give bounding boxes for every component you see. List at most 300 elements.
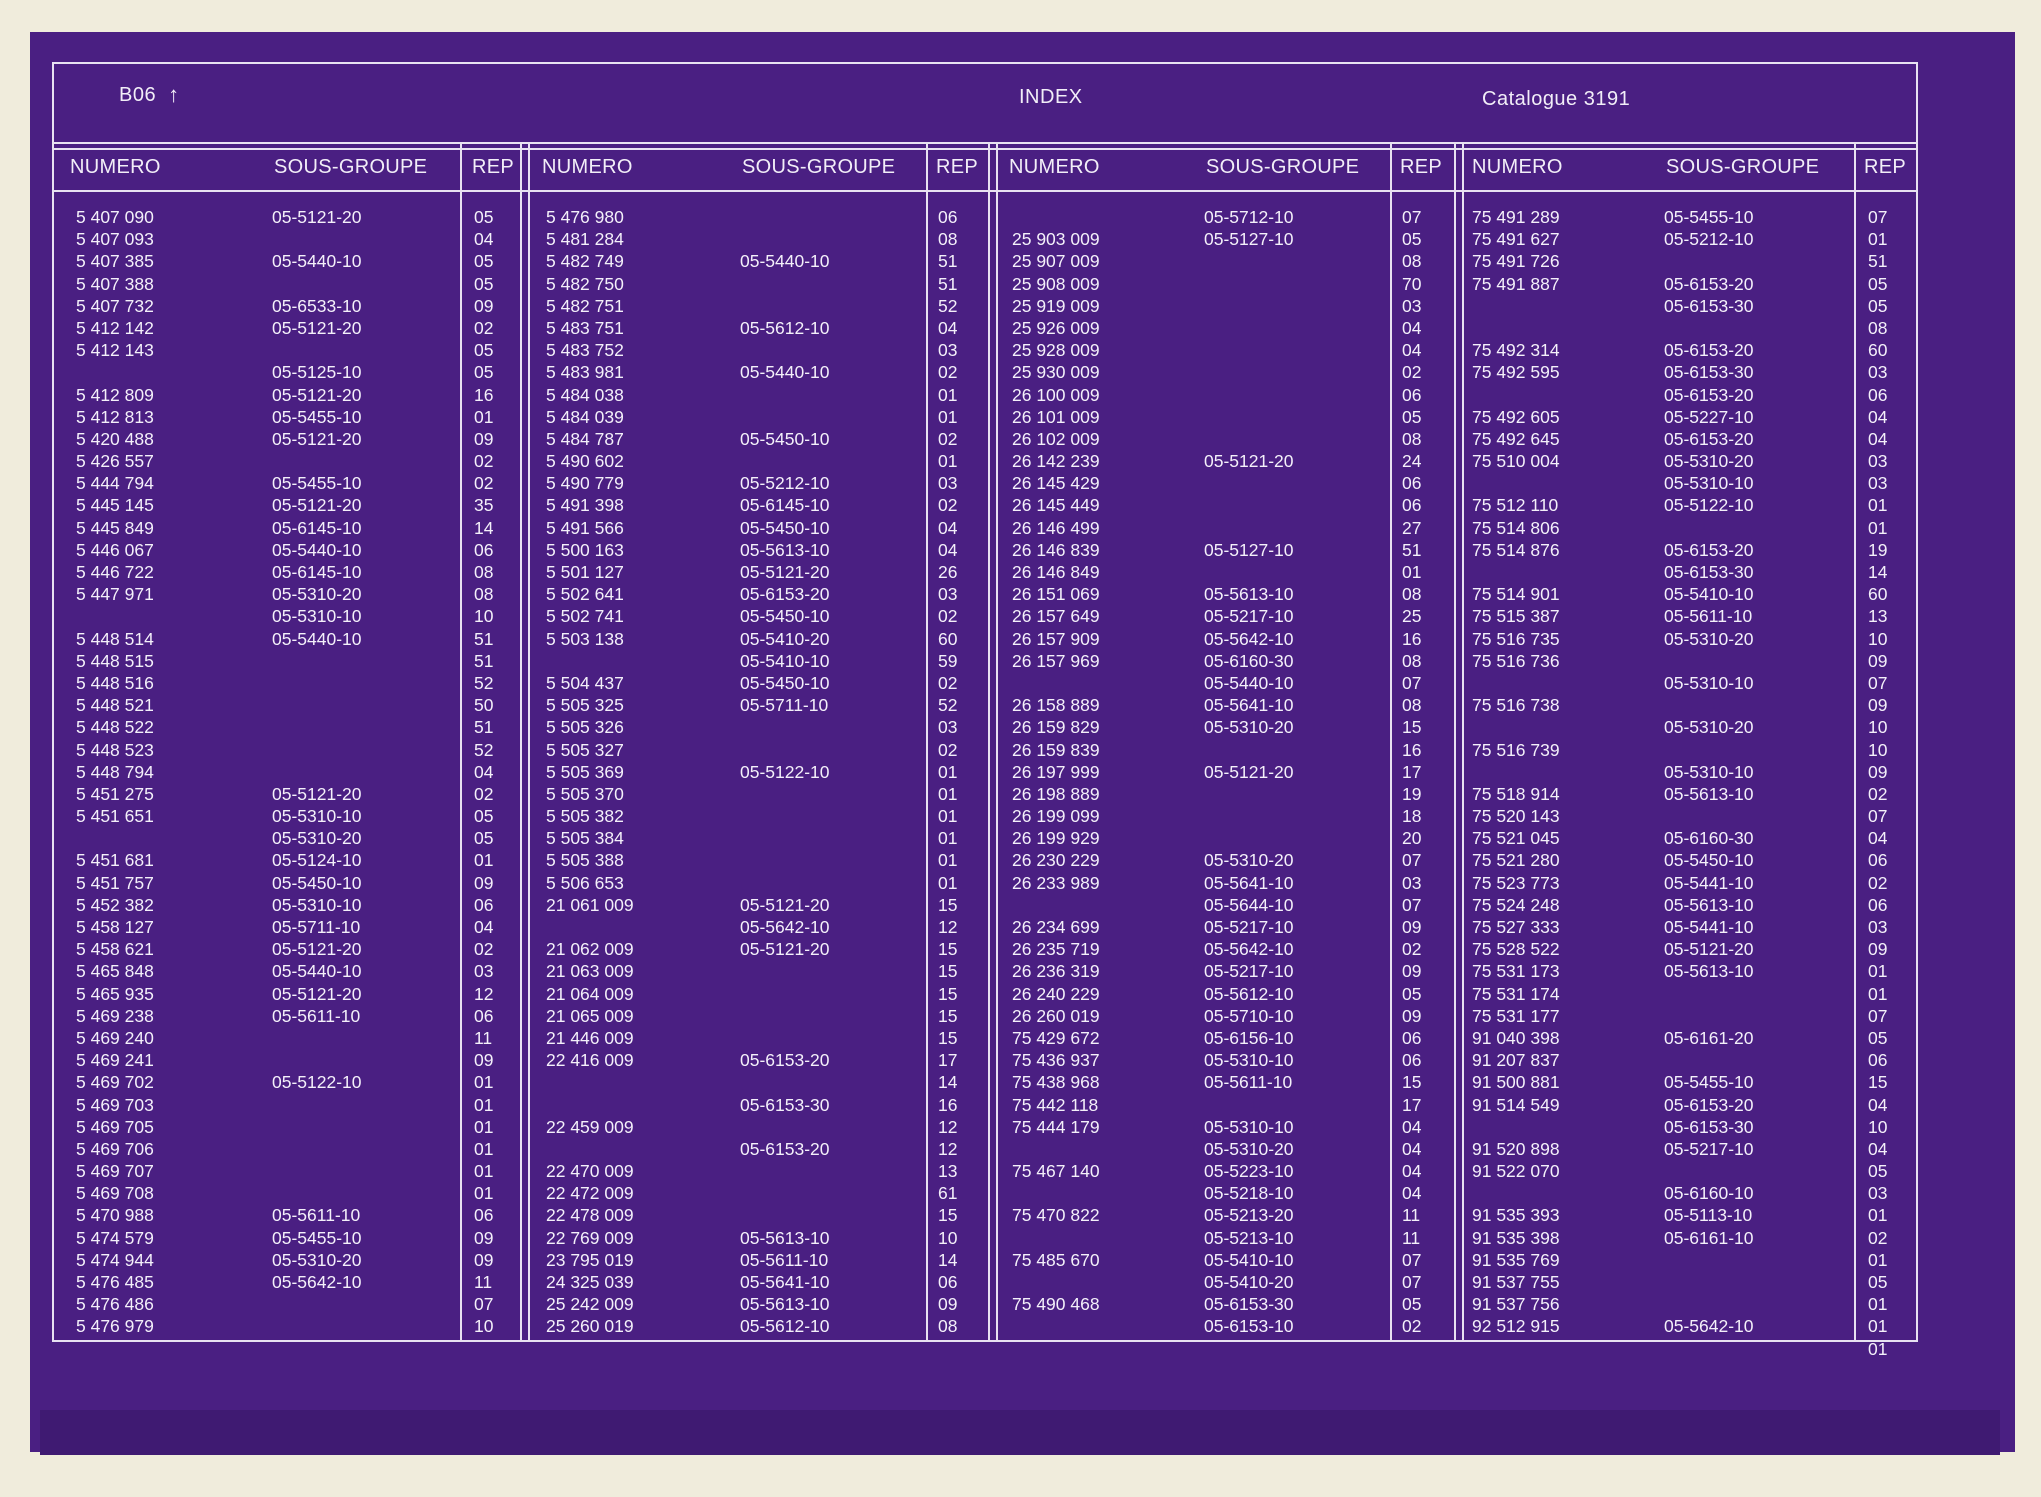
index-cell: 5 451 651 [76,806,154,827]
index-cell: 05 [1402,229,1422,250]
index-cell: 07 [1868,207,1888,227]
index-cell: 60 [938,628,958,649]
index-cell: 14 [474,517,494,538]
index-cell: 05 [474,251,494,272]
index-cell: 05-5121-20 [1664,939,1754,960]
index-cell: 04 [938,317,958,338]
index-cell: 05-5613-10 [740,539,830,560]
index-cell: 05-5641-10 [740,1272,830,1292]
index-cell: 25 242 009 [546,1294,634,1315]
index-cell: 5 470 988 [76,1205,154,1226]
index-cell [740,716,830,738]
index-cell: 75 444 179 [1012,1116,1100,1137]
sheet-lower-edge [40,1410,2000,1455]
index-cell: 5 505 327 [546,739,624,760]
index-cell [1204,339,1294,361]
index-cell: 01 [1868,1316,1888,1337]
index-cell: 05-6153-20 [1664,428,1754,449]
index-cell: 5 484 039 [546,406,624,427]
page-title: INDEX [1019,86,1083,108]
sous-groupe-column-3 [1204,206,1294,1338]
index-cell [272,1160,362,1182]
index-cell: 05-5410-20 [740,628,830,649]
index-cell: 05-5310-10 [272,806,362,827]
index-cell: 5 407 388 [76,273,154,294]
index-cell: 19 [1868,539,1888,560]
index-cell: 05 [1402,983,1422,1004]
index-cell [546,1138,634,1160]
index-cell: 05-5710-10 [1204,1005,1294,1026]
index-cell: 5 505 369 [546,761,624,782]
index-cell: 03 [938,340,958,361]
index-cell: 09 [1868,939,1888,960]
index-cell: 01 [938,406,958,427]
index-cell: 18 [1402,806,1422,827]
index-cell: 5 474 579 [76,1227,154,1248]
index-cell: 02 [1868,783,1888,804]
index-cell: 75 470 822 [1012,1205,1100,1226]
index-cell: 05-6153-20 [740,1050,830,1071]
index-cell: 5 465 848 [76,961,154,982]
index-cell: 01 [474,406,494,427]
index-cell: 25 [1402,606,1422,627]
index-cell: 01 [474,1116,494,1137]
index-cell: 24 325 039 [546,1272,634,1292]
index-cell [1664,1005,1754,1027]
index-cell [740,783,830,805]
index-cell [1204,561,1294,583]
index-cell: 11 [474,1272,493,1292]
index-cell [1204,317,1294,339]
index-cell: 09 [1402,917,1422,937]
index-cell: 5 484 038 [546,384,624,405]
index-cell: 5 505 325 [546,695,624,716]
index-cell [272,339,362,361]
index-cell: 05-5642-10 [1204,939,1294,960]
index-cell: 51 [1868,251,1888,272]
index-cell: 5 469 708 [76,1183,154,1204]
index-cell: 01 [1868,517,1888,538]
index-cell: 05-5310-20 [1664,628,1754,649]
index-cell: 26 146 499 [1012,517,1100,538]
index-cell: 01 [474,1183,494,1204]
index-cell: 26 146 839 [1012,539,1100,560]
index-cell: 22 470 009 [546,1161,634,1182]
index-cell: 05-5450-10 [1664,850,1754,871]
index-cell: 25 930 009 [1012,362,1100,383]
index-cell: 03 [1402,295,1422,316]
index-cell [1204,361,1294,383]
index-cell: 02 [938,672,958,693]
index-cell: 01 [1868,1205,1888,1226]
index-cell: 5 458 621 [76,939,154,960]
index-cell: 75 514 806 [1472,517,1560,538]
index-cell: 5 500 163 [546,539,624,560]
index-cell: 05-6160-30 [1204,650,1294,671]
index-cell: 05-5217-10 [1204,606,1294,627]
index-cell: 09 [474,1227,494,1248]
index-cell: 01 [938,872,958,893]
index-cell: 52 [474,672,494,693]
index-cell: 75 491 627 [1472,229,1560,250]
index-cell: 05-6161-20 [1664,1027,1754,1048]
index-cell: 09 [474,872,494,893]
index-cell: 01 [1868,1338,1888,1359]
index-cell: 05-5440-10 [272,539,362,560]
index-cell: 26 159 829 [1012,717,1100,738]
index-cell: 26 230 229 [1012,850,1100,871]
index-cell: 21 063 009 [546,961,634,982]
index-cell: 05-5642-10 [740,917,830,937]
index-cell [1664,1293,1754,1315]
index-cell [1664,739,1754,761]
index-cell [740,1116,830,1138]
index-cell: 5 504 437 [546,672,624,693]
index-cell: 26 102 009 [1012,428,1100,449]
index-cell: 07 [1402,894,1422,915]
index-cell [1472,384,1560,406]
index-cell: 01 [1868,229,1888,250]
index-cell [1204,295,1294,317]
index-cell: 05-5121-20 [1204,761,1294,782]
index-cell: 05-5310-20 [1664,451,1754,472]
up-arrow-icon: ↑ [168,82,180,107]
index-cell: 10 [1868,628,1888,649]
index-cell: 91 535 769 [1472,1249,1560,1270]
header-numero-1: NUMERO [70,156,161,178]
index-cell: 05-5125-10 [272,362,362,383]
index-cell: 5 448 516 [76,672,154,693]
index-cell: 05-5410-20 [1204,1272,1294,1292]
index-cell: 75 467 140 [1012,1161,1100,1182]
index-cell [1012,1315,1100,1337]
index-cell: 07 [1868,1005,1888,1026]
index-cell: 05 [1868,1027,1888,1048]
index-cell: 16 [1402,739,1422,760]
index-cell: 5 448 515 [76,650,154,671]
index-cell: 15 [938,983,958,1004]
index-cell: 05-5310-20 [1204,717,1294,738]
index-cell: 05-5440-10 [740,251,830,272]
index-cell: 15 [938,961,958,982]
index-cell: 15 [938,894,958,915]
index-cell: 5 426 557 [76,451,154,472]
index-cell: 04 [1402,1116,1422,1137]
index-cell: 03 [938,584,958,605]
index-cell: 17 [938,1050,958,1071]
index-cell: 05-6153-20 [1664,539,1754,560]
header-rule [54,142,1916,144]
index-cell: 05-6145-10 [272,517,362,538]
index-cell: 26 234 699 [1012,917,1100,937]
index-cell: 5 451 757 [76,872,154,893]
index-cell: 5 505 384 [546,828,624,849]
index-cell: 51 [938,273,958,294]
index-cell: 51 [474,650,494,671]
index-cell: 05-5613-10 [1664,783,1754,804]
header-rep-1: REP [472,156,515,178]
index-cell: 10 [1868,717,1888,738]
index-cell: 75 492 605 [1472,406,1560,427]
index-cell [1204,805,1294,827]
index-cell: 01 [938,828,958,849]
index-cell: 05-5450-10 [740,428,830,449]
index-cell: 05 [474,340,494,361]
sous-groupe-column-2 [740,206,830,1338]
index-cell: 03 [1868,473,1888,494]
index-cell: 5 412 813 [76,406,154,427]
index-cell: 12 [938,1138,958,1159]
index-cell: 5 476 979 [76,1316,154,1337]
index-cell: 04 [1402,1183,1422,1204]
index-cell: 05-5121-20 [740,894,830,915]
index-cell: 05-5642-10 [1664,1316,1754,1337]
index-cell [1012,894,1100,916]
index-cell: 04 [1868,428,1888,449]
index-cell: 05 [1868,273,1888,294]
index-cell: 05-5310-20 [1204,1138,1294,1159]
index-cell: 06 [1868,384,1888,405]
index-cell: 26 142 239 [1012,451,1100,472]
index-cell: 5 444 794 [76,473,154,494]
index-cell: 26 260 019 [1012,1005,1100,1026]
index-cell: 07 [474,1294,494,1315]
index-cell: 07 [1868,806,1888,827]
index-cell: 05-5121-20 [1204,451,1294,472]
index-cell: 05 [474,828,494,849]
header-numero-3: NUMERO [1009,156,1100,178]
index-cell: 75 518 914 [1472,783,1560,804]
index-cell: 04 [1868,406,1888,427]
index-cell: 05-5455-10 [272,406,362,427]
index-cell: 5 476 486 [76,1294,154,1315]
index-cell: 5 469 238 [76,1005,154,1026]
index-cell: 05-5310-20 [1204,850,1294,871]
index-cell: 05-5121-20 [272,428,362,449]
index-cell [1204,384,1294,406]
index-cell: 22 416 009 [546,1050,634,1071]
index-cell: 05 [1402,1294,1422,1315]
index-cell: 01 [474,1094,494,1115]
index-cell: 59 [938,650,958,671]
index-cell [740,1027,830,1049]
index-cell: 02 [938,739,958,760]
index-cell [1664,694,1754,716]
index-cell [740,1182,830,1204]
index-cell: 51 [474,628,494,649]
index-cell: 50 [474,695,494,716]
index-cell: 51 [474,717,494,738]
index-cell: 05-5310-20 [272,828,362,849]
index-cell: 75 491 289 [1472,207,1560,227]
index-cell: 05-6153-20 [740,584,830,605]
index-cell: 75 492 645 [1472,428,1560,449]
index-cell: 02 [474,939,494,960]
index-cell: 15 [1868,1072,1888,1093]
header-sous-groupe-1: SOUS-GROUPE [274,156,428,178]
index-cell: 05-6145-10 [740,495,830,516]
index-cell: 06 [474,539,494,560]
index-cell: 91 537 755 [1472,1272,1560,1292]
index-cell: 05-6153-10 [1204,1316,1294,1337]
index-cell [76,827,154,849]
index-cell: 26 [938,562,958,582]
index-cell [272,273,362,295]
index-cell: 21 446 009 [546,1027,634,1048]
index-cell: 05-5613-10 [1664,961,1754,982]
index-cell: 26 157 969 [1012,650,1100,671]
index-cell: 26 100 009 [1012,384,1100,405]
index-cell: 5 506 653 [546,872,624,893]
group-divider-2a [988,144,990,1340]
index-cell: 75 492 595 [1472,362,1560,383]
index-cell: 26 101 009 [1012,406,1100,427]
index-cell: 05-5122-10 [272,1072,362,1093]
index-cell: 09 [1402,1005,1422,1026]
index-cell: 05-5410-10 [1664,584,1754,605]
index-cell: 5 469 703 [76,1094,154,1115]
index-cell: 91 522 070 [1472,1161,1560,1182]
index-cell: 05-5410-10 [740,650,830,671]
index-cell: 5 505 326 [546,717,624,738]
index-cell: 01 [474,1072,494,1093]
index-cell: 26 240 229 [1012,983,1100,1004]
index-cell [272,1094,362,1116]
index-cell: 5 503 138 [546,628,624,649]
index-cell: 05-5613-10 [1204,584,1294,605]
index-cell [272,1027,362,1049]
index-cell: 5 412 143 [76,340,154,361]
header-numero-2: NUMERO [542,156,633,178]
index-cell: 5 448 794 [76,761,154,782]
index-cell [272,1182,362,1204]
index-cell: 03 [1868,1183,1888,1204]
index-cell: 05-5612-10 [1204,983,1294,1004]
index-cell: 05-5223-10 [1204,1161,1294,1182]
index-cell [1012,1227,1100,1249]
index-cell: 05-5121-20 [272,783,362,804]
index-cell: 02 [474,783,494,804]
index-cell [740,1071,830,1093]
index-cell [1664,1249,1754,1271]
index-cell: 75 527 333 [1472,917,1560,937]
index-cell: 5 501 127 [546,562,624,582]
index-cell: 05-6153-20 [1664,340,1754,361]
index-cell: 35 [474,495,494,516]
index-cell: 25 260 019 [546,1316,634,1337]
index-cell [1204,517,1294,539]
index-cell: 04 [474,229,494,250]
index-cell: 02 [1868,872,1888,893]
numero-column-3 [1012,206,1100,1338]
index-cell: 92 512 915 [1472,1316,1560,1337]
index-cell [1664,805,1754,827]
index-cell: 05-6153-30 [1664,562,1754,582]
index-cell: 03 [1868,917,1888,937]
index-cell: 05-6153-30 [1664,362,1754,383]
index-cell: 5 469 702 [76,1072,154,1093]
index-cell: 06 [1402,384,1422,405]
index-cell: 05-5711-10 [272,917,361,937]
index-cell [546,1071,634,1093]
index-cell: 75 528 522 [1472,939,1560,960]
index-cell: 5 483 752 [546,340,624,361]
header-rep-4: REP [1864,156,1907,178]
index-cell: 91 520 898 [1472,1138,1560,1159]
index-cell: 26 198 889 [1012,783,1100,804]
index-cell: 02 [1402,1316,1422,1337]
index-cell: 75 514 901 [1472,584,1560,605]
index-cell: 5 481 284 [546,229,624,250]
index-cell: 05-5611-10 [1664,606,1753,627]
index-cell [740,827,830,849]
header-sous-groupe-4: SOUS-GROUPE [1666,156,1820,178]
index-cell: 75 516 739 [1472,739,1560,760]
index-cell: 75 531 174 [1472,983,1560,1004]
index-cell: 05-5441-10 [1664,872,1754,893]
index-cell: 5 474 944 [76,1249,154,1270]
index-cell: 01 [1868,983,1888,1004]
index-cell: 01 [938,806,958,827]
index-cell: 05-5410-10 [1204,1249,1294,1270]
index-cell: 5 448 522 [76,717,154,738]
index-cell: 06 [1402,1027,1422,1048]
index-cell: 5 407 385 [76,251,154,272]
index-cell: 05-5613-10 [740,1294,830,1315]
index-cell: 02 [474,473,494,494]
index-cell: 75 429 672 [1012,1027,1100,1048]
index-cell [1012,1182,1100,1204]
index-cell: 03 [938,473,958,494]
index-cell: 5 490 602 [546,451,624,472]
index-cell: 05-5127-10 [1204,539,1294,560]
index-cell [1472,1182,1560,1204]
column-header-rule [54,190,1916,192]
index-cell: 05-6153-30 [1204,1294,1294,1315]
index-cell [1204,428,1294,450]
index-cell: 02 [1402,939,1422,960]
index-cell: 5 469 240 [76,1027,154,1048]
index-cell: 5 482 750 [546,273,624,294]
index-cell [272,1138,362,1160]
index-cell: 05-5310-10 [272,606,362,627]
index-cell: 5 502 641 [546,584,624,605]
index-cell: 11 [1402,1227,1421,1248]
index-cell: 21 064 009 [546,983,634,1004]
index-cell: 07 [1402,207,1422,227]
index-cell: 12 [474,983,494,1004]
index-cell: 08 [1402,695,1422,716]
index-cell: 04 [1402,1138,1422,1159]
index-cell: 23 795 019 [546,1249,634,1270]
index-cell: 26 145 449 [1012,495,1100,516]
index-cell: 09 [1868,650,1888,671]
index-cell: 12 [938,1116,958,1137]
index-cell: 05-5711-10 [740,695,829,716]
numero-column-4 [1472,206,1560,1338]
index-cell: 75 516 738 [1472,695,1560,716]
group-divider-1a [520,144,522,1340]
index-cell: 05-5441-10 [1664,917,1754,937]
index-cell: 5 505 388 [546,850,624,871]
index-cell: 09 [474,428,494,449]
index-cell: 05-5641-10 [1204,695,1294,716]
header-sous-groupe-2: SOUS-GROUPE [742,156,896,178]
index-cell [740,339,830,361]
index-cell: 05-5217-10 [1664,1138,1754,1159]
index-cell: 05-6153-30 [740,1094,830,1115]
index-cell: 02 [1402,362,1422,383]
